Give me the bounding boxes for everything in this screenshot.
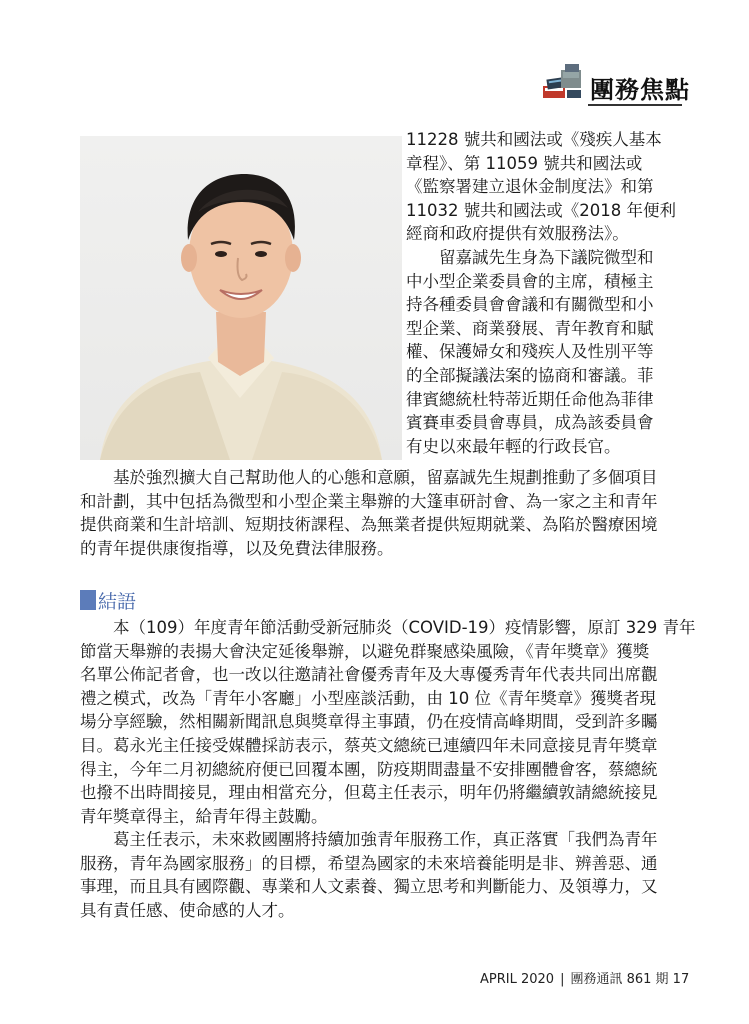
- text-line: 賓賽車委員會專員，成為該委員會: [406, 413, 654, 433]
- text-line: 基於強烈擴大自己幫助他人的心態和意願，留嘉誠先生規劃推動了多個項目: [113, 468, 658, 487]
- text-line: 經商和政府提供有效服務法》。: [406, 224, 629, 244]
- text-line: 葛主任表示，未來救國團將持續加強青年服務工作，真正落實「我們為青年: [113, 830, 658, 849]
- text-line: 具有責任感、使命感的人才。: [80, 900, 295, 920]
- text-line: 律賓總統杜特蒂近期任命他為菲律: [406, 389, 654, 409]
- text-line: 禮之模式，改為「青年小客廳」小型座談活動，由 10 位《青年獎章》獲獎者現: [80, 688, 656, 708]
- publication-name: 團務通訊 861 期: [570, 972, 669, 987]
- conclusion-paragraph: [80, 616, 696, 828]
- conclusion-paragraph: [80, 828, 672, 922]
- text-line: 提供商業和生計培訓、短期技術課程、為無業者提供短期就業、為陷於醫療困境: [80, 515, 658, 535]
- issue-date: APRIL 2020: [480, 972, 555, 987]
- text-line: 權、保護婦女和殘疾人及性別平等: [406, 342, 654, 362]
- text-line: 服務，青年為國家服務」的目標，希望為國家的未來培養能明是非、辨善惡、通: [80, 853, 658, 873]
- portrait-illustration: [80, 136, 402, 460]
- text-line: 的青年提供康復指導，以及免費法律服務。: [80, 538, 394, 558]
- text-line: 名單公佈記者會，也一改以往邀請社會優秀青年及大專優秀青年代表共同出席觀: [80, 665, 658, 685]
- section-banner-title: 團務焦點: [590, 76, 690, 104]
- page-footer: [480, 968, 689, 987]
- text-line: 型企業、商業發展、青年教育和賦: [406, 318, 654, 338]
- text-line: 的全部擬議法案的協商和審議。菲: [406, 365, 654, 385]
- text-line: 目。葛永光主任接受媒體採訪表示，蔡英文總統已連續四年未同意接見青年獎章: [80, 735, 658, 755]
- portrait-photo: [80, 136, 402, 460]
- text-line: 得主，今年二月初總統府便已回覆本團，防疫期間盡量不安排團體會客，蔡總統: [80, 759, 658, 779]
- book-stack-logo-icon: [541, 60, 585, 104]
- text-line: 持各種委員會會議和有關微型和小: [406, 295, 654, 315]
- body-paragraph: [80, 466, 672, 560]
- header-divider: [588, 104, 682, 106]
- text-line: 中小型企業委員會的主席，積極主: [406, 271, 654, 291]
- text-line: 事理，而且具有國際觀、專業和人文素養、獨立思考和判斷能力、及領導力，又: [80, 877, 658, 897]
- text-line: 章程》、第 11059 號共和國法或: [406, 153, 643, 173]
- text-line: 節當天舉辦的表揚大會決定延後舉辦，以避免群聚感染風險，《青年獎章》獲獎: [80, 641, 650, 661]
- page-number: 17: [672, 972, 690, 987]
- section-title: 結語: [98, 590, 137, 613]
- text-line: 和計劃，其中包括為微型和小型企業主舉辦的大篷車研討會、為一家之主和青年: [80, 491, 658, 511]
- text-line: 本（109）年度青年節活動受新冠肺炎（COVID-19）疫情影響，原訂 329 青年: [113, 618, 696, 637]
- text-line: 有史以來最年輕的行政長官。: [406, 436, 621, 456]
- section-heading: [80, 587, 136, 613]
- section-marker-icon: [80, 590, 96, 610]
- text-line: 場分享經驗，然相關新聞訊息與獎章得主事蹟，仍在疫情高峰期間，受到許多矚: [80, 712, 658, 732]
- text-line: 也撥不出時間接見，理由相當充分，但葛主任表示，明年仍將繼續敦請總統接見: [80, 783, 658, 803]
- footer-separator: |: [560, 972, 565, 987]
- text-line: 留嘉誠先生身為下議院微型和: [439, 247, 654, 267]
- text-line: 《監察署建立退休金制度法》和第: [406, 177, 654, 197]
- text-line: 11228 號共和國法或《殘疾人基本: [406, 130, 662, 149]
- text-line: 11032 號共和國法或《2018 年便利: [406, 200, 676, 220]
- right-column-text: [406, 128, 676, 458]
- text-line: 青年獎章得主，給青年得主鼓勵。: [80, 806, 328, 826]
